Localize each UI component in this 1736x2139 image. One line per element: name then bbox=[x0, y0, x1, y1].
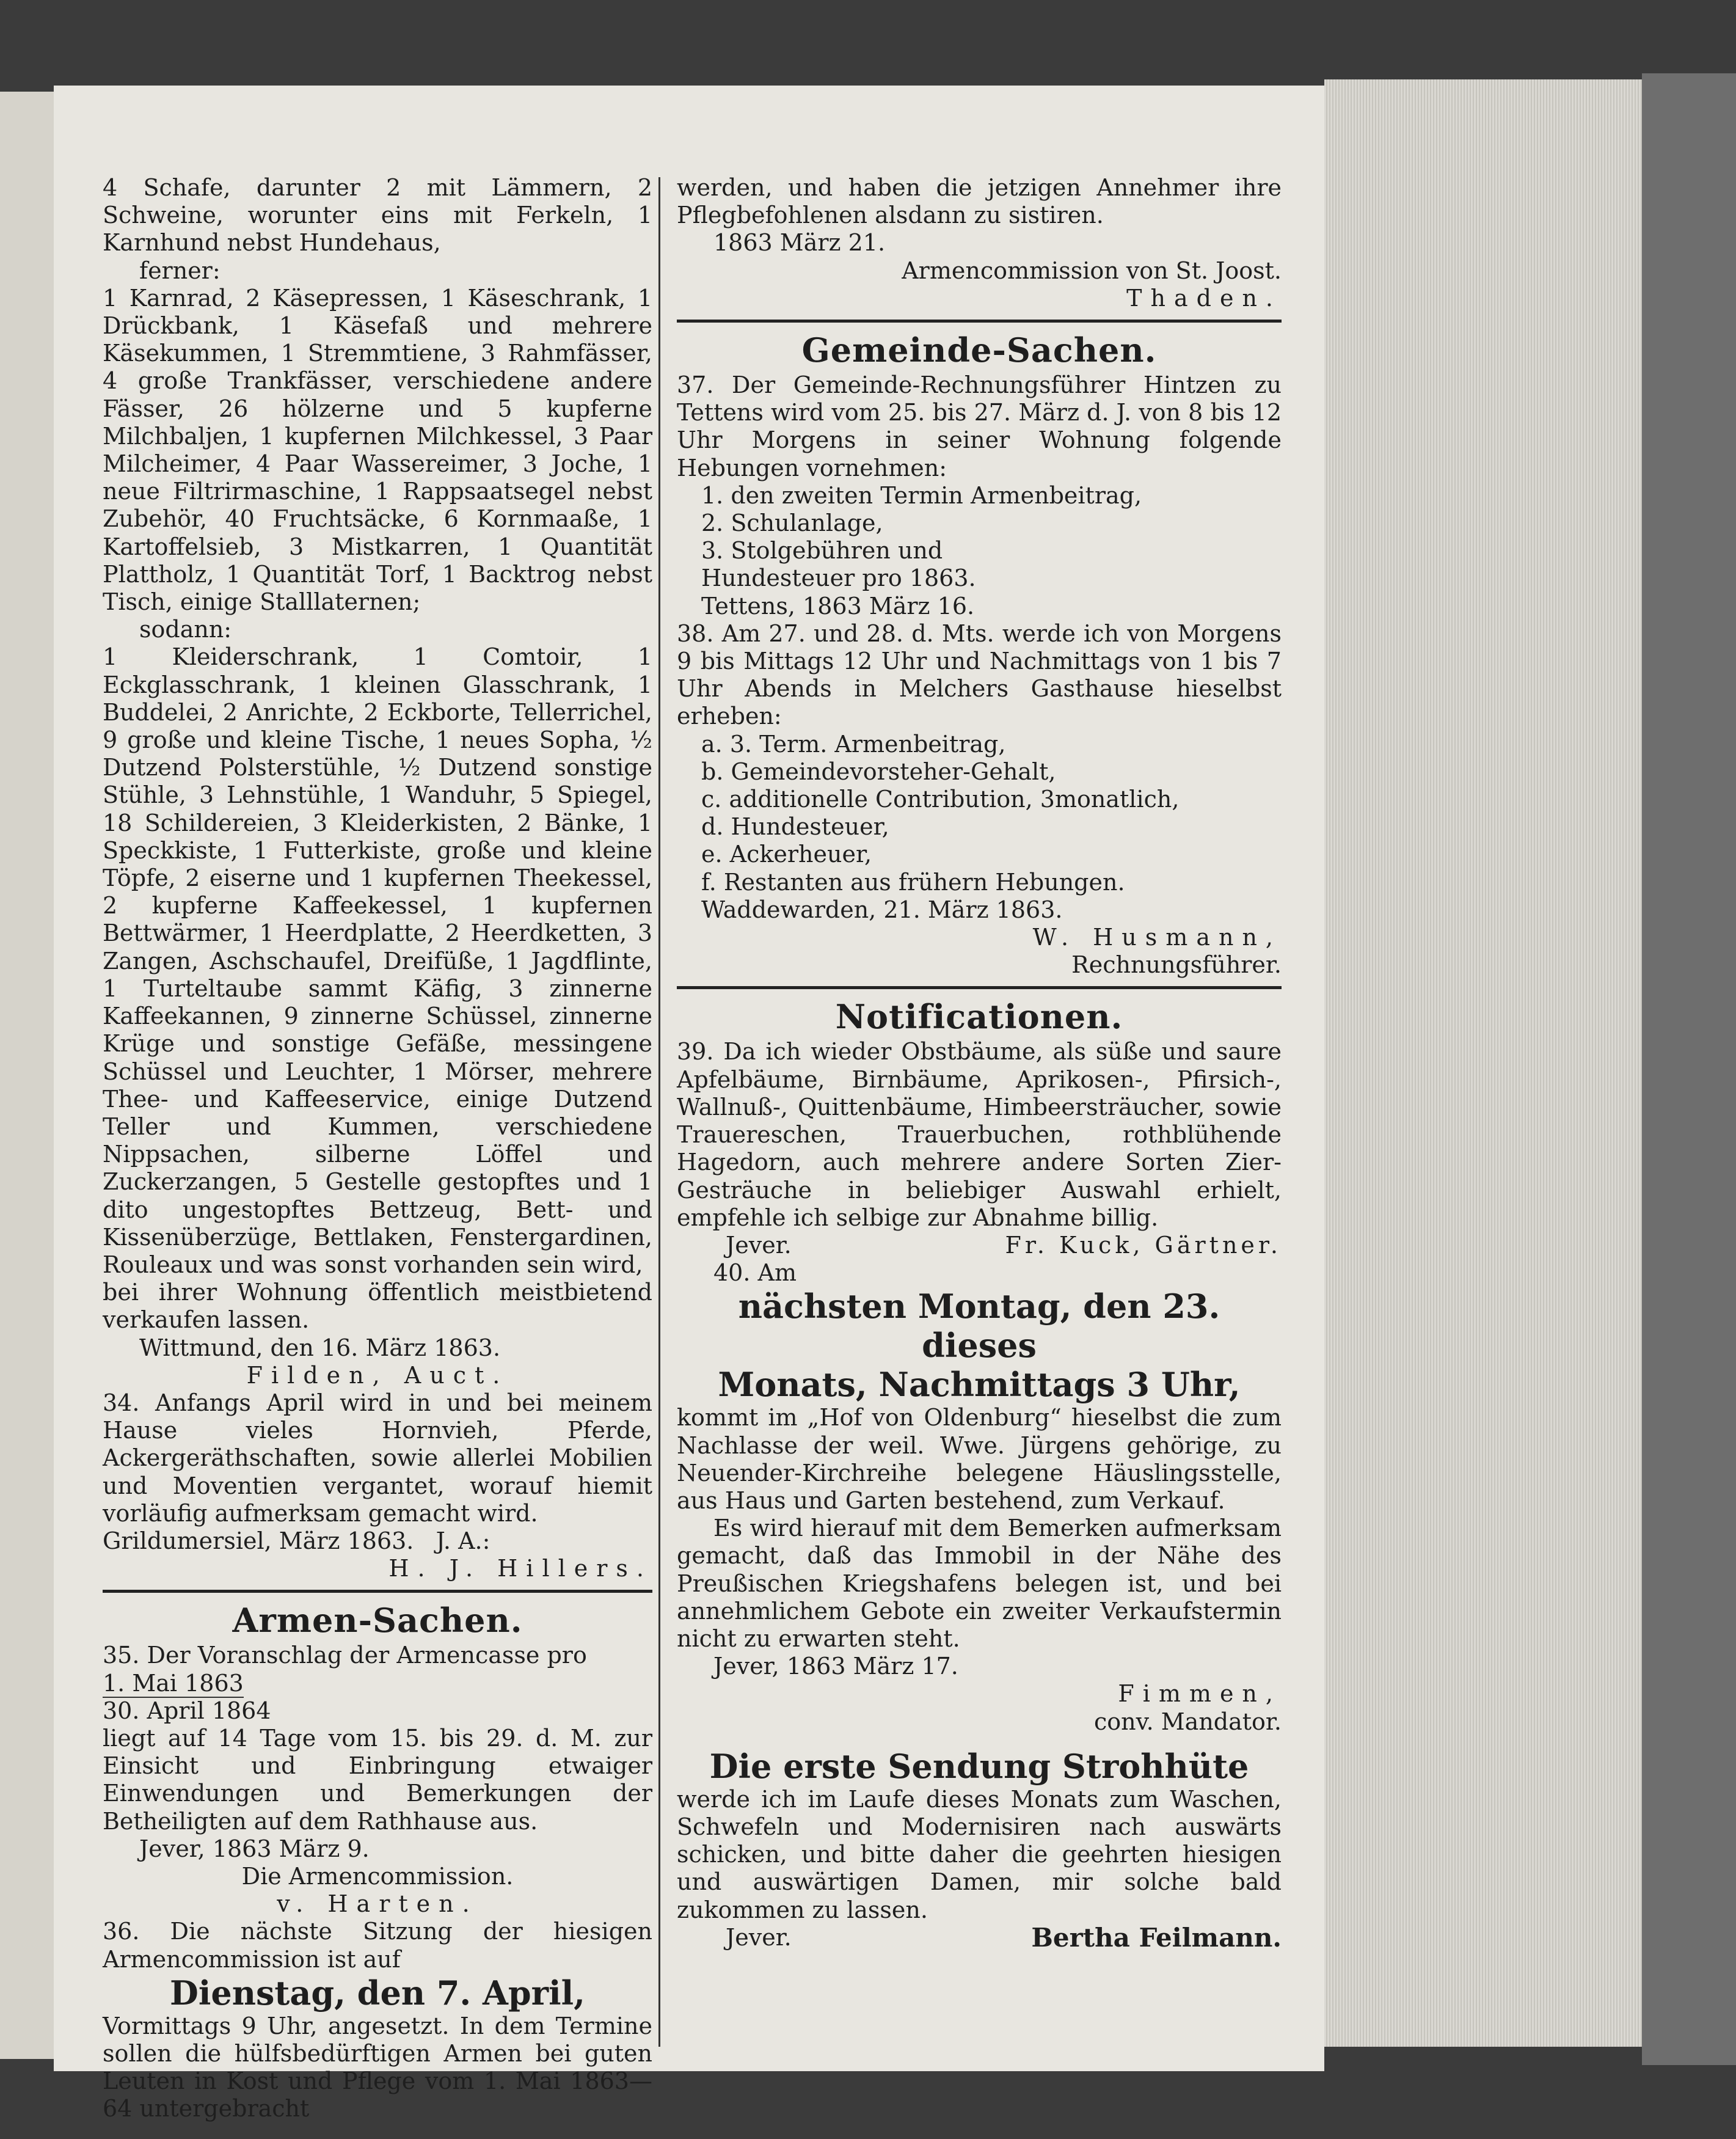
heading-notificationen: Notificationen. bbox=[835, 997, 1123, 1037]
notice-38-item: c. additionelle Contribution, 3monatlich, bbox=[701, 786, 1180, 813]
notice-38-item: f. Restanten aus frühern Hebungen. bbox=[701, 868, 1125, 896]
notice-37-item: 3. Stolgebühren und bbox=[701, 537, 943, 565]
jever-39: Jever. bbox=[726, 1231, 792, 1259]
grildum-date: Grildumersiel, März 1863. bbox=[103, 1527, 414, 1554]
notice-37-item: 1. den zweiten Termin Armenbeitrag, bbox=[701, 481, 1142, 509]
jever-last: Jever. bbox=[726, 1923, 792, 1951]
book-page-edges bbox=[1324, 79, 1642, 2047]
fraction-bottom: 30. April 1864 bbox=[103, 1697, 271, 1724]
notice-38-item: e. Ackerheuer, bbox=[701, 841, 872, 868]
grildum-signature: H. J. Hillers. bbox=[388, 1555, 652, 1582]
notice-37-item: Hundesteuer pro 1863. bbox=[701, 565, 976, 592]
strohhuete-headline: Die erste Sendung Strohhüte bbox=[709, 1746, 1249, 1786]
grildum-date-line bbox=[103, 1527, 652, 1555]
notice-38-item: a. 3. Term. Armenbeitrag, bbox=[701, 730, 1006, 758]
fimmen-sign: Fimmen, bbox=[1118, 1680, 1282, 1708]
notice-38-item: b. Gemeindevorsteher-Gehalt, bbox=[701, 758, 1056, 785]
strohhuete-text: werde ich im Laufe dieses Monats zum Waschen, Schwefeln und Modernisiren nach auswärts schicken, und bitte daher die geehrten hiesigen und auswärtigen Damen, mir solche bald zukommen zu lassen. bbox=[677, 1785, 1282, 1923]
book-cover bbox=[1642, 73, 1736, 2065]
ferner-label: ferner: bbox=[139, 257, 221, 284]
notice-37-item: 2. Schulanlage, bbox=[701, 510, 883, 537]
notice-38: 38. Am 27. und 28. d. Mts. werde ich von Morgens 9 bis Mittags 12 Uhr und Nachmittags von 1 bis 7 Uhr Abends in Melchers Gasthause hieselbst erheben: bbox=[677, 620, 1282, 730]
feilmann-sign-line bbox=[677, 1924, 1282, 1951]
notice-40-headline-1: nächsten Montag, den 23. dieses bbox=[738, 1287, 1220, 1366]
notice-40-text: kommt im „Hof von Oldenburg“ hieselbst die zum Nachlasse der weil. Wwe. Jürgens gehörige, zu Neuender-Kirchreihe belegene Häuslingsstelle, aus Haus und Garten bestehend, zum Verkauf. bbox=[677, 1404, 1282, 1514]
wittmund-date: Wittmund, den 16. März 1863. bbox=[139, 1334, 501, 1361]
armencommission-sign: Die Armencommission. bbox=[241, 1862, 514, 1890]
notice-36-date: Dienstag, den 7. April, bbox=[170, 1973, 585, 2013]
notice-40-number: 40. Am bbox=[713, 1259, 797, 1287]
stjoost-date: 1863 März 21. bbox=[713, 229, 886, 257]
newspaper-page bbox=[54, 86, 1324, 2123]
notice-37: 37. Der Gemeinde-Rechnungsführer Hintzen zu Tettens wird vom 25. bis 27. März d. J. von 8 bis 12 Uhr Morgens in seiner Wohnung folgende Hebungen vornehmen: bbox=[677, 371, 1282, 481]
husmann-sign: W. Husmann, bbox=[1032, 924, 1282, 951]
stjoost-commission: Armencommission von St. Joost. bbox=[902, 257, 1282, 284]
tettens-date: Tettens, 1863 März 16. bbox=[701, 592, 975, 620]
auction-items-start: 4 Schafe, darunter 2 mit Lämmern, 2 Schweine, worunter eins mit Ferkeln, 1 Karnhund nebst Hundehaus, bbox=[103, 174, 652, 257]
kuck-sign-line bbox=[677, 1232, 1282, 1259]
left-page-edge bbox=[0, 92, 54, 2059]
waddewarden-date: Waddewarden, 21. März 1863. bbox=[701, 896, 1063, 923]
fraction-top: 1. Mai 1863 bbox=[103, 1669, 244, 1697]
thaden-sign: Thaden. bbox=[1126, 284, 1282, 312]
harten-sign: v. Harten. bbox=[277, 1890, 478, 1918]
notice-35-text: liegt auf 14 Tage vom 15. bis 29. d. M. zur Einsicht und Einbringung etwaiger Einwendungen und Bemerkungen der Betheiligten auf dem Rathhause aus. bbox=[103, 1724, 652, 1835]
notice-40-headline-2: Monats, Nachmittags 3 Uhr, bbox=[718, 1365, 1241, 1405]
grildum-ia: J. A.: bbox=[436, 1527, 491, 1554]
section-rule bbox=[677, 320, 1282, 323]
heading-gemeinde-sachen: Gemeinde-Sachen. bbox=[801, 331, 1157, 370]
kuck-sign: Fr. Kuck, Gärtner. bbox=[1005, 1231, 1282, 1259]
feilmann-sign: Bertha Feilmann. bbox=[1031, 1922, 1282, 1953]
auction-items-ferner: 1 Karnrad, 2 Käsepressen, 1 Käseschrank, 1 Drückbank, 1 Käsefaß und mehrere Käsekummen, 1 Stremmtiene, 3 Rahmfässer, 4 große Trankfässer, verschiedene andere Fässer, 26 hölzerne und 5 kupferne Milchbaljen, 1 kupfernen Milchkessel, 3 Paar Milcheimer, 4 Paar Wassereimer, 3 Joche, 1 neue Filtrirmaschine, 1 Rappsaatsegel nebst Zubehör, 40 Fruchtsäcke, 6 Kornmaaße, 1 Kartoffelsieb, 3 Mistkarren, 1 Quantität Plattholz, 1 Quantität Torf, 1 Backtrog nebst Tisch, einige Stalllaternen; bbox=[103, 284, 652, 616]
notice-35-range bbox=[103, 1670, 652, 1725]
notice-34: 34. Anfangs April wird in und bei meinem Hause vieles Hornvieh, Pferde, Ackergeräthschaften, sowie allerlei Mobilien und Moventien vergantet, worauf hiemit vorläufig aufmerksam gemacht wird. bbox=[103, 1389, 652, 1527]
notice-36-text: Vormittags 9 Uhr, angesetzt. In dem Termine sollen die hülfsbedürftigen Armen bei guten Leuten in Kost und Pflege vom 1. Mai 1863—64 untergebracht bbox=[103, 2012, 652, 2123]
auction-sale-text: bei ihrer Wohnung öffentlich meistbietend verkaufen lassen. bbox=[103, 1279, 652, 1334]
section-rule bbox=[103, 1590, 652, 1593]
wittmund-signature: Filden, Auct. bbox=[246, 1361, 509, 1389]
continued-text: werden, und haben die jetzigen Annehmer ihre Pflegbefohlenen alsdann zu sistiren. bbox=[677, 174, 1282, 229]
sodann-label: sodann: bbox=[139, 616, 232, 643]
left-column bbox=[103, 174, 652, 2123]
notice-40-text-2: Es wird hierauf mit dem Bemerken aufmerksam gemacht, daß das Immobil in der Nähe des Preußischen Kriegshafens belegen ist, und bei annehmlichem Gebote ein zweiter Verkaufstermin nicht zu erwarten steht. bbox=[677, 1515, 1282, 1652]
jever-date-40: Jever, 1863 März 17. bbox=[713, 1653, 958, 1680]
mandator-title: conv. Mandator. bbox=[1094, 1708, 1282, 1735]
notice-36-start: 36. Die nächste Sitzung der hiesigen Armencommission ist auf bbox=[103, 1918, 652, 1973]
section-rule bbox=[677, 986, 1282, 989]
rechnungsfuehrer-title: Rechnungsführer. bbox=[1071, 951, 1282, 979]
jever-date-35: Jever, 1863 März 9. bbox=[139, 1835, 370, 1862]
notice-38-item: d. Hundesteuer, bbox=[701, 813, 889, 841]
notice-39: 39. Da ich wieder Obstbäume, als süße und saure Apfelbäume, Birnbäume, Aprikosen-, Pfirsich-, Wallnuß-, Quittenbäume, Himbeersträucher, sowie Trauereschen, Trauerbuchen, rothblühende Hagedorn, auch mehrere andere Sorten Zier-Gesträuche in beliebiger Auswahl erhielt, empfehle ich selbige zur Abnahme billig. bbox=[677, 1038, 1282, 1231]
auction-items-sodann: 1 Kleiderschrank, 1 Comtoir, 1 Eckglasschrank, 1 kleinen Glasschrank, 1 Buddelei, 2 Anrichte, 2 Eckborte, Tellerrichel, 9 große und kleine Tische, 1 neues Sopha, ½ Dutzend Polsterstühle, ½ Dutzend sonstige Stühle, 3 Lehnstühle, 1 Wanduhr, 5 Spiegel, 18 Schildereien, 3 Kleiderkisten, 2 Bänke, 1 Speckkiste, 1 Futterkiste, große und kleine Töpfe, 2 eiserne und 1 kupfernen Theekessel, 2 kupferne Kaffeekessel, 1 kupfernen Bettwärmer, 1 Heerdplatte, 2 Heerdketten, 3 Zangen, Aschschaufel, Dreifüße, 1 Jagdflinte, 1 Turteltaube sammt Käfig, 3 zinnerne Kaffeekannen, 9 zinnerne Schüssel, zinnerne Krüge und sonstige Gefäße, messingene Schüssel und Leuchter, 1 Mörser, mehrere Thee- und Kaffeeservice, einige Dutzend Teller und Kummen, verschiedene Nippsachen, silberne Löffel und Zuckerzangen, 5 Gestelle gestopftes und 1 dito ungestopftes Bettzeug, Bett- und Kissenüberzüge, Bettlaken, Fenstergardinen, Rouleaux und was sonst vorhanden sein wird, bbox=[103, 643, 652, 1278]
notice-35-start: 35. Der Voranschlag der Armencasse pro bbox=[103, 1642, 587, 1669]
right-column bbox=[677, 174, 1282, 1951]
column-divider bbox=[658, 177, 660, 2047]
heading-armen-sachen: Armen-Sachen. bbox=[232, 1601, 523, 1640]
